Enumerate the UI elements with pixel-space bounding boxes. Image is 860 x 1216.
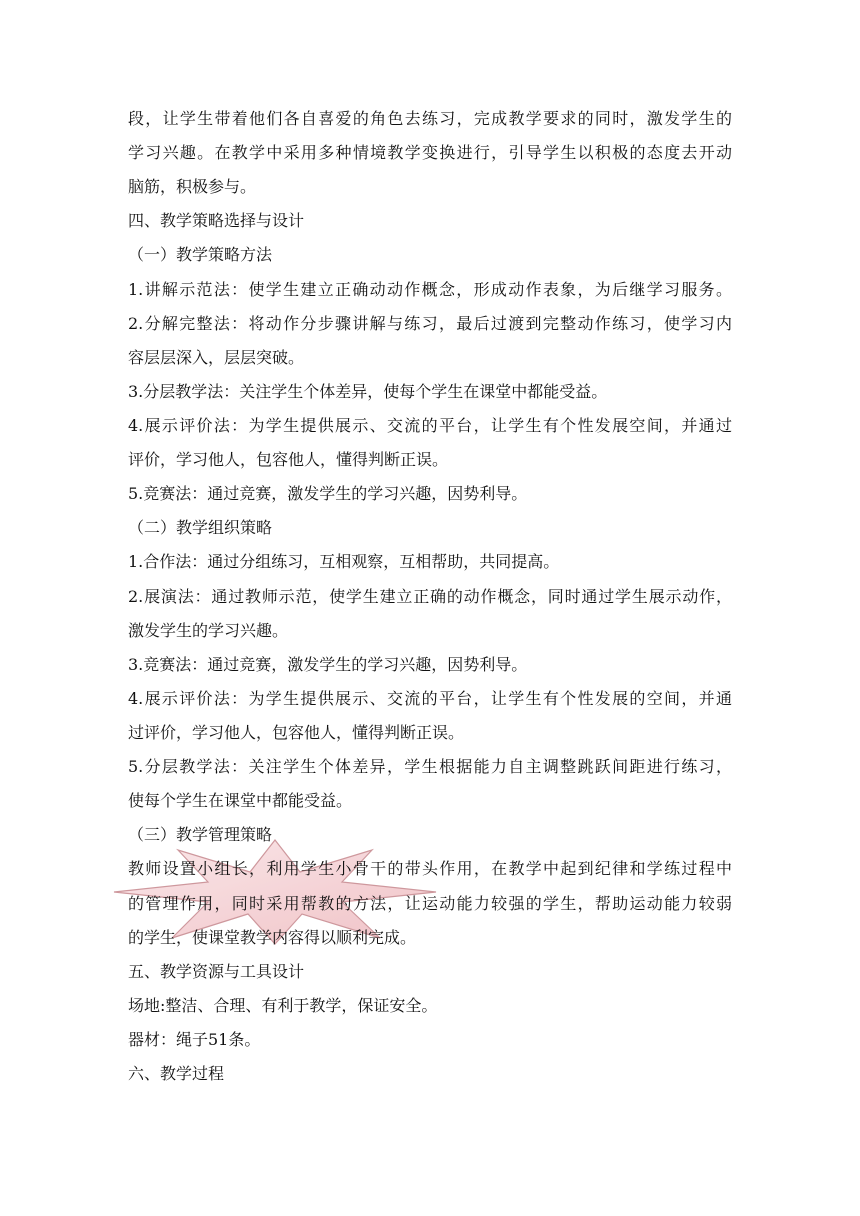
list-item: 1.讲解示范法：使学生建立正确动动作概念，形成动作表象，为后继学习服务。 <box>128 280 732 299</box>
list-item: 3.分层教学法：关注学生个体差异，使每个学生在课堂中都能受益。 <box>128 382 608 401</box>
list-item: 1.合作法：通过分组练习，互相观察，互相帮助，共同提高。 <box>128 552 560 571</box>
body-paragraph-line: 的管理作用，同时采用帮教的方法，让运动能力较强的学生，帮助运动能力较弱 <box>128 894 732 913</box>
body-paragraph-line: 学习兴趣。在教学中采用多种情境教学变换进行，引导学生以积极的态度去开动 <box>128 143 732 162</box>
body-paragraph-line: 场地:整洁、合理、有利于教学，保证安全。 <box>128 996 438 1015</box>
body-paragraph-line: 器材：绳子51条。 <box>128 1030 261 1049</box>
list-item-continuation: 使每个学生在课堂中都能受益。 <box>128 791 353 810</box>
section-heading: 四、教学策略选择与设计 <box>128 211 305 230</box>
subsection-heading: （一）教学策略方法 <box>128 245 273 264</box>
list-item: 5.分层教学法：关注学生个体差异，学生根据能力自主调整跳跃间距进行练习， <box>128 757 732 776</box>
body-paragraph-line: 教师设置小组长，利用学生小骨干的带头作用，在教学中起到纪律和学练过程中 <box>128 859 732 878</box>
list-item-continuation: 激发学生的学习兴趣。 <box>128 621 289 640</box>
body-paragraph-line: 脑筋，积极参与。 <box>128 177 257 196</box>
section-heading: 六、教学过程 <box>128 1064 225 1083</box>
list-item-continuation: 容层层深入，层层突破。 <box>128 348 305 367</box>
list-item: 3.竞赛法：通过竞赛，激发学生的学习兴趣，因势利导。 <box>128 655 528 674</box>
subsection-heading: （三）教学管理策略 <box>128 825 273 844</box>
list-item: 2.展演法：通过教师示范，使学生建立正确的动作概念，同时通过学生展示动作， <box>128 587 732 606</box>
list-item-continuation: 过评价，学习他人，包容他人，懂得判断正误。 <box>128 723 465 742</box>
body-paragraph-line: 的学生，使课堂教学内容得以顺利完成。 <box>128 928 417 947</box>
list-item: 2.分解完整法：将动作分步骤讲解与练习，最后过渡到完整动作练习，使学习内 <box>128 314 732 333</box>
list-item: 5.竞赛法：通过竞赛，激发学生的学习兴趣，因势利导。 <box>128 484 528 503</box>
subsection-heading: （二）教学组织策略 <box>128 518 273 537</box>
body-paragraph-line: 段，让学生带着他们各自喜爱的角色去练习，完成教学要求的同时，激发学生的 <box>128 109 732 128</box>
list-item-continuation: 评价，学习他人，包容他人，懂得判断正误。 <box>128 450 449 469</box>
list-item: 4.展示评价法：为学生提供展示、交流的平台，让学生有个性发展的空间，并通 <box>128 689 732 708</box>
list-item: 4.展示评价法：为学生提供展示、交流的平台，让学生有个性发展空间，并通过 <box>128 416 732 435</box>
section-heading: 五、教学资源与工具设计 <box>128 962 305 981</box>
